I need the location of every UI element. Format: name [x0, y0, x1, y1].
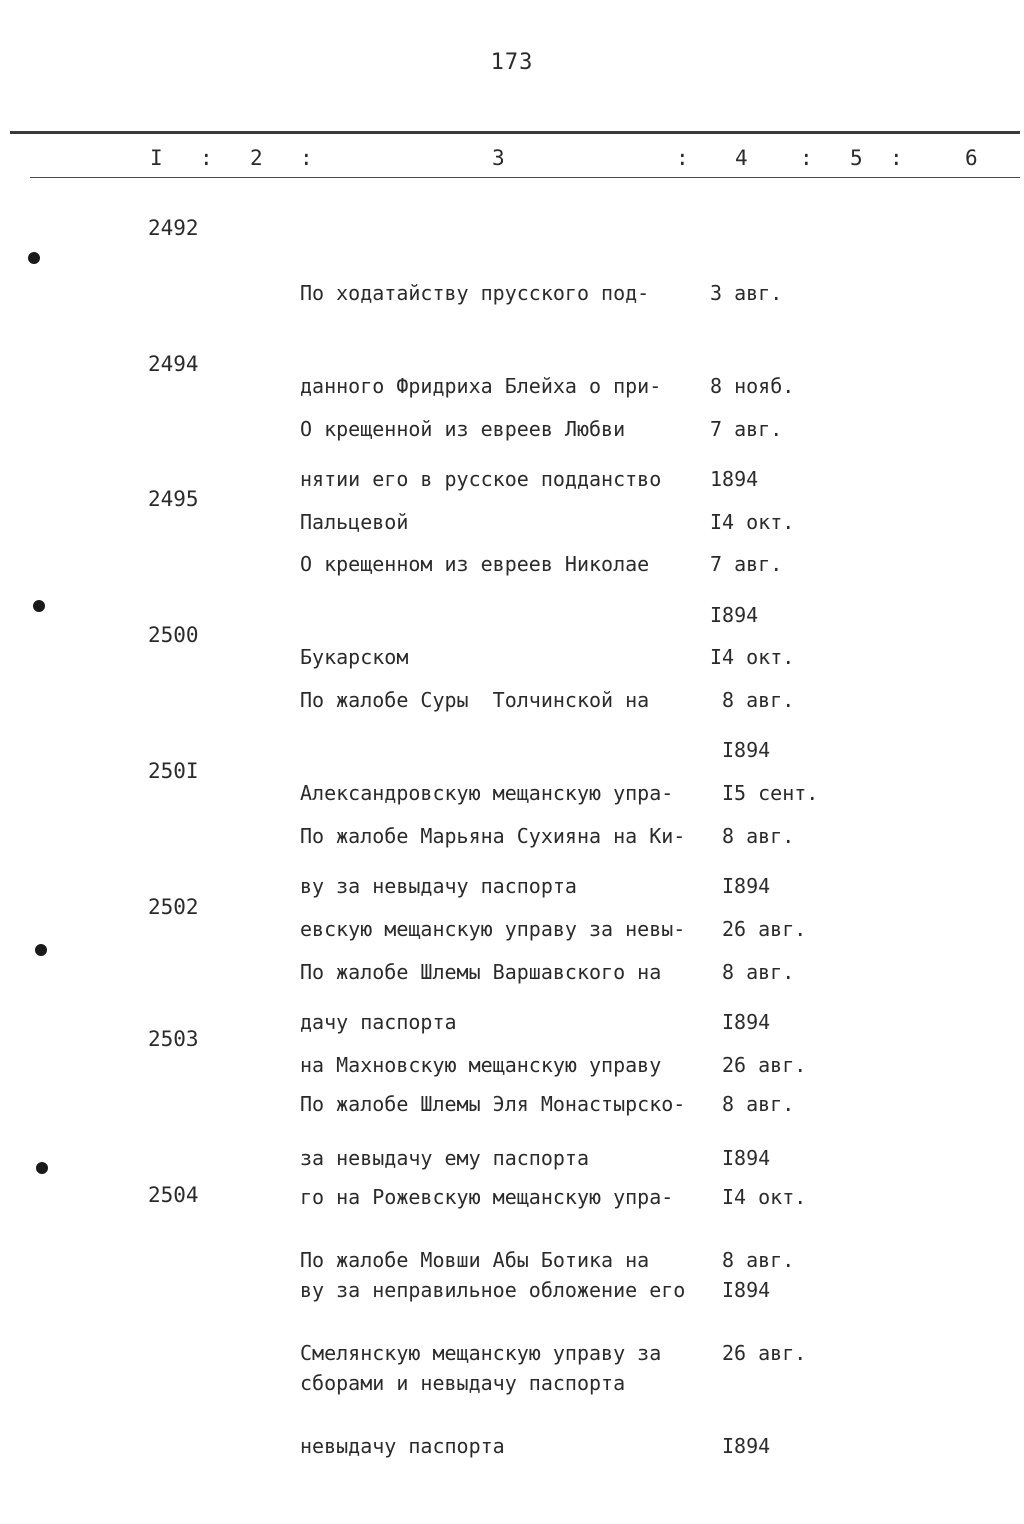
column-separator: : — [890, 146, 903, 170]
description-line: По жалобе Суры Толчинской на — [300, 688, 650, 712]
date-year: I894 — [722, 1434, 771, 1458]
punch-hole — [33, 600, 45, 612]
date-end: I5 сент. — [722, 781, 819, 805]
header-rule-bottom — [30, 177, 1020, 178]
column-header-4: 4 — [735, 146, 748, 170]
description-line: ву за невыдачу паспорта — [300, 874, 577, 898]
description-line: данного Фридриха Блейха о при- — [300, 374, 662, 398]
description-line: По жалобе Марьяна Сухияна на Ки- — [300, 824, 686, 848]
date-end: 26 авг. — [722, 917, 807, 941]
record-number: 2492 — [148, 216, 199, 240]
date-year: I894 — [722, 1010, 771, 1034]
description-line: По жалобе Мовши Абы Ботика на — [300, 1248, 650, 1272]
column-separator: : — [800, 146, 813, 170]
date-start: 8 авг. — [722, 824, 795, 848]
description-line: Букарском — [300, 645, 409, 669]
date-year: I894 — [722, 1278, 771, 1302]
page-number: 173 — [490, 50, 534, 75]
description-line: евскую мещанскую управу за невы- — [300, 917, 686, 941]
date-end: I4 окт. — [710, 645, 795, 669]
record-description — [300, 1183, 661, 1524]
description-line: Смелянскую мещанскую управу за — [300, 1341, 662, 1365]
date-end: 26 авг. — [722, 1341, 807, 1365]
punch-hole — [28, 252, 40, 264]
description-line: дачу паспорта — [300, 1010, 457, 1034]
punch-hole — [35, 944, 47, 956]
date-year: I894 — [722, 1146, 771, 1170]
record-dates — [722, 1183, 806, 1524]
description-line: го на Рожевскую мещанскую упра- — [300, 1185, 674, 1209]
date-start: 7 авг. — [710, 417, 783, 441]
record-number: 2503 — [148, 1027, 199, 1051]
description-line: невыдачу паспорта — [300, 1434, 505, 1458]
record-number: 2500 — [148, 623, 199, 647]
date-end: 8 нояб. — [710, 374, 795, 398]
date-end: I4 окт. — [710, 510, 795, 534]
column-header-6: 6 — [965, 146, 978, 170]
description-line: По жалобе Шлемы Эля Монастырско- — [300, 1092, 686, 1116]
date-start: 8 авг. — [722, 1092, 795, 1116]
column-header-1: I — [150, 146, 163, 170]
description-line: за невыдачу ему паспорта — [300, 1146, 589, 1170]
record-number: 2504 — [148, 1183, 199, 1207]
column-separator: : — [200, 146, 213, 170]
description-line: По жалобе Шлемы Варшавского на — [300, 960, 662, 984]
record-number: 250I — [148, 759, 199, 783]
date-start: 8 авг. — [722, 688, 795, 712]
date-year: I894 — [722, 738, 771, 762]
date-start: 7 авг. — [710, 552, 783, 576]
column-header-5: 5 — [850, 146, 863, 170]
column-header-2: 2 — [250, 146, 263, 170]
record-number: 2502 — [148, 895, 199, 919]
description-line: сборами и невыдачу паспорта — [300, 1371, 626, 1395]
column-separator: : — [676, 146, 689, 170]
description-line: По ходатайству прусского под- — [300, 281, 650, 305]
date-end: I4 окт. — [722, 1185, 807, 1209]
description-line: О крещенном из евреев Николае — [300, 552, 650, 576]
column-header-3: 3 — [492, 146, 505, 170]
description-line: на Махновскую мещанскую управу — [300, 1053, 662, 1077]
record-number: 2494 — [148, 352, 199, 376]
date-year: I894 — [710, 603, 759, 627]
date-start: 8 авг. — [722, 960, 795, 984]
date-start: 3 авг. — [710, 281, 783, 305]
description-line: нятии его в русское подданство — [300, 467, 662, 491]
date-year: 1894 — [710, 467, 759, 491]
description-line: ву за неправильное обложение его — [300, 1278, 686, 1302]
description-line: Александровскую мещанскую упра- — [300, 781, 674, 805]
date-start: 8 авг. — [722, 1248, 795, 1272]
date-year: I894 — [722, 874, 771, 898]
record-number: 2495 — [148, 487, 199, 511]
header-rule-top — [10, 131, 1020, 134]
description-line: О крещенной из евреев Любви — [300, 417, 626, 441]
description-line: Пальцевой — [300, 510, 409, 534]
punch-hole — [36, 1162, 48, 1174]
column-separator: : — [300, 146, 313, 170]
date-end: 26 авг. — [722, 1053, 807, 1077]
